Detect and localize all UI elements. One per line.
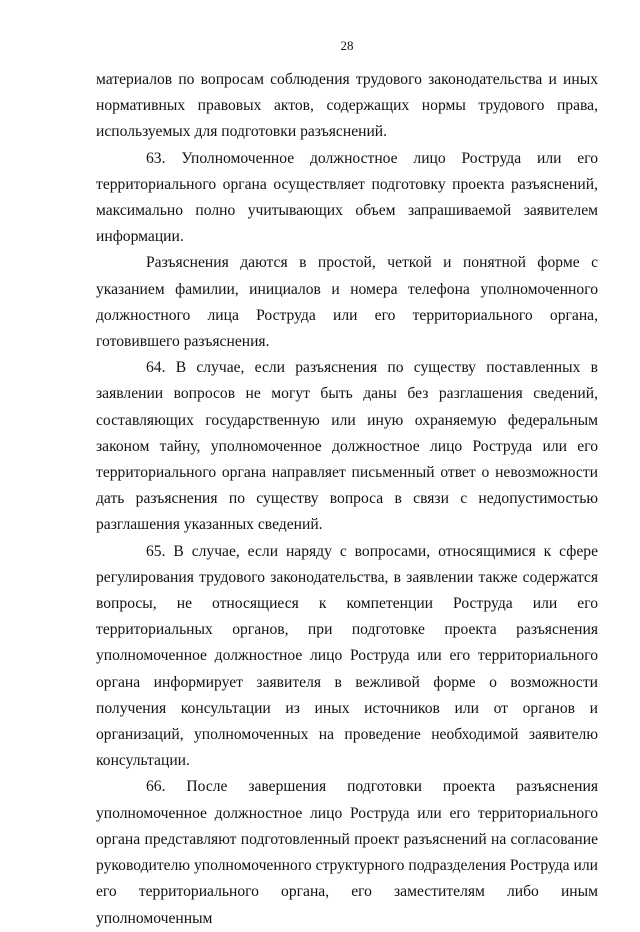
paragraph-clarification-form: Разъяснения даются в простой, четкой и понятной форме с указанием фамилии, инициалов и номера телефона уполномоченного должностного лица Роструда или его территориального органа, готовившего разъяснения. [96, 254, 598, 351]
paragraph-63: 63. Уполномоченное должностное лицо Роструда или его территориального органа осуществляет подготовку проекта разъяснений, максимально полно учитывающих объем запрашиваемой заявителем информации. [96, 149, 598, 246]
paragraph-65: 65. В случае, если наряду с вопросами, относящимися к сфере регулирования трудового законодательства, в заявлении также содержатся вопросы, не относящиеся к компетенции Роструда или его территориальных органов, при подготовке проекта разъяснения уполномоченное должностное лицо Роструда или его территориального органа информирует заявителя в вежливой форме о возможности получения консультации из иных источников или от органов и организаций, уполномоченных на проведение необходимой заявителю консультации. [96, 542, 598, 770]
page-number: 28 [340, 38, 354, 53]
paragraph-64: 64. В случае, если разъяснения по существу поставленных в заявлении вопросов не могут быть даны без разглашения сведений, составляющих государственную или иную охраняемую федеральным законом тайну, уполномоченное должностное лицо Роструда или его территориального органа направляет письменный ответ о невозможности дать разъяснения по существу вопроса в связи с недопустимостью разглашения указанных сведений. [96, 359, 598, 534]
paragraph-continuation: материалов по вопросам соблюдения трудового законодательства и иных нормативных правовых актов, содержащих нормы трудового права, используемых для подготовки разъяснений. [96, 71, 598, 141]
paragraph-66: 66. После завершения подготовки проекта разъяснения уполномоченное должностное лицо Роструда или его территориального органа представляют подготовленный проект разъяснений на согласование руководителю уполномоченного структурного подразделения Роструда или его территориального органа, его заместителям либо иным уполномоченным [96, 778, 598, 927]
